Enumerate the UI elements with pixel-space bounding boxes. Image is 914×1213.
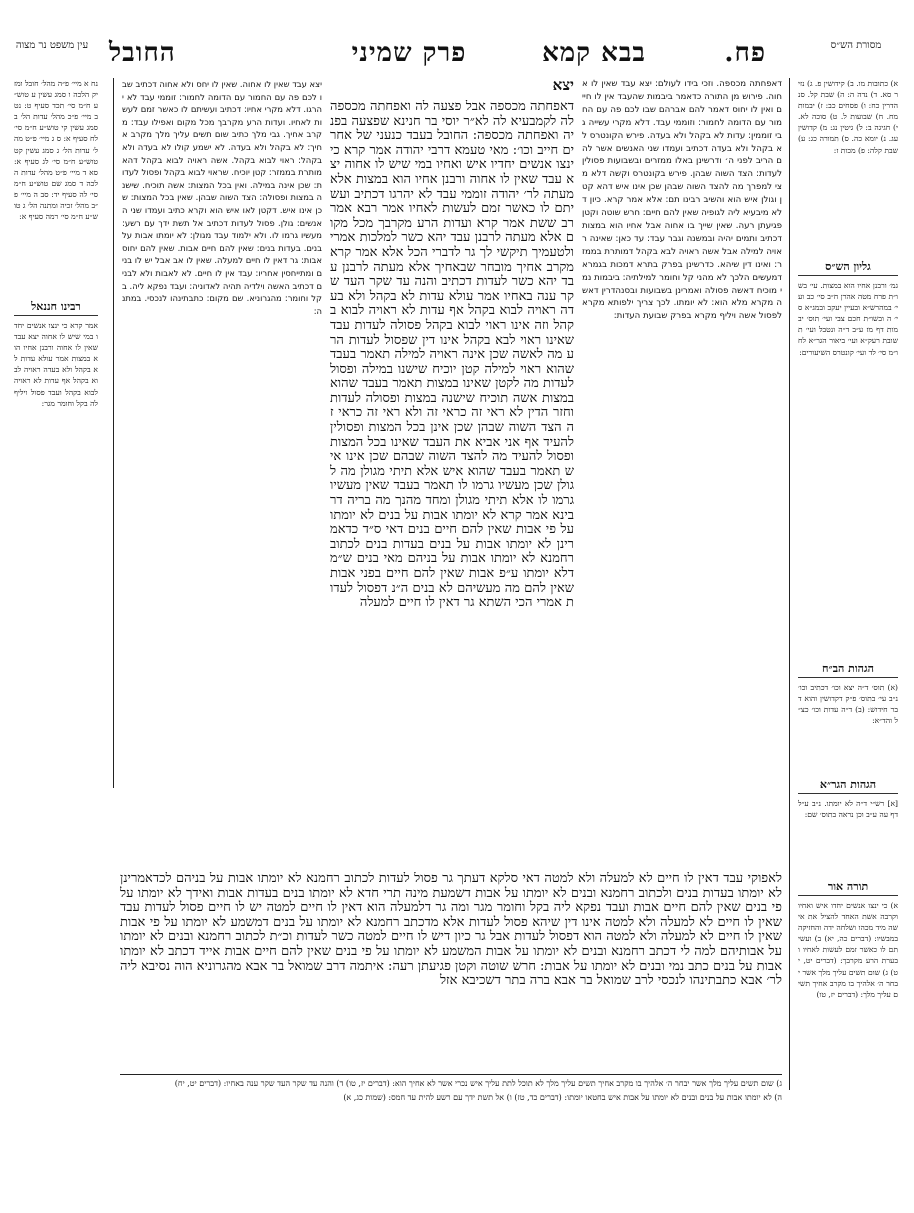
footnote-line-2: ה) לא יומתו אבות על בנים ובנים לא יומתו על אבות איש בחטאו יומתו: (דברים כד, טז) ו) אל תשת ידך עם רשע להית עד חמס: (שמות כג, א) [343, 1093, 782, 1102]
hagahot-gra-label: הגהות הגר״א [798, 778, 898, 794]
torah-or-label: תורה אור [798, 880, 898, 896]
hagahot-bach: (א) תוס׳ ד״ה יצא וכו׳ דכתיב וכו׳ נ״ב עי׳ בתוס׳ פ״ק דקדושין והוא דבר חידוש: (ב) ד״ה עדות וכו׳ כצ״ל והד״א: [798, 683, 898, 726]
margin-divider-right [789, 78, 790, 1090]
gemara-text: דאפחתה מכספה אבל פצעה לה ואפחתה מכספה לה לקמבעיא לה לא״ר יוסי בר חנינא שפצעה בפניה ואפחתה מכספה: החובל בעבד כנעני של אחרים חייב וכו׳: מאי טעמא דרבי יהודה אמר קרא כי ינצו אנשים יחדיו איש ואחיו במי שיש לו אחוה יצא עבד שאין לו אחוה ורבנן אחיו הוא במצות אלא מעתה לר׳ יהודה זוממי עבד לא יהרגו דכתיב ועשיתם לו כאשר זמם לעשות לאחיו אמר רבא אמר רב ששת אמר קרא ועדות הרע מקרבך מכל מקום אלא מעתה לרבנן עבד יהא כשר למלכות אמרי ולטעמיך תיקשי לך גר לדברי הכל אלא אמר קרא מקרב אחיך מובחר שבאחיך אלא מעתה לרבנן עבד יהא כשר לעדות דכתיב והנה עד שקר העד שקר ענה באחיו אמר עולא עדות לא בקהל ולא בעדה ראויה לבוא בקהל אף עדות לא ראויה לבוא בקהל וזה אינו ראוי לבוא בקהל פסולה לעדות עבד שאינו ראוי לבא בקהל אינו דין שפסול לעדות הרע מה לאשה שכן אינה ראויה למילה תאמר בעבד שהוא ראוי למילה קטן יוכיח שישנו במילה ופסול לעדות מה לקטן שאינו במצות תאמר בעבד שהוא במצות אשה תוכיח שישנה במצות ופסולה לעדות וחזר הדין לא ראי זה כראי זה ולא ראי זה כראי זה הצד השוה שבהן שכן אינן בכל המצות ופסולין להעיד אף אני אביא את העבד שאינו בכל המצות ופסול להעיד מה להצד השוה שבהם שכן אינו איש תאמר בעבד שהוא איש אלא תיתי מגולן מה לגולן שכן מעשיו גרמו לו תאמר בעבד שאין מעשיו גרמו לו אלא תיתי מגולן ומחד מהנך מה בריה דרבינא אמר קרא לא יומתו אבות על בנים לא יומתו על פי אבות שאין להם חיים בנים דאי ס״ד כדאמרינן לא יומתו אבות על בנים בעדות בנים לכתוב רחמנא לא יומתו אבות על בניהם מאי בנים ש״מ דלא יומתו ע״פ אבות שאין להם חיים בפני אבות שאין להם מה מעשיהם לא בנים ה״נ דפסול לעדות אמרי הכי השתא גר דאין לו חיים למעלה [330, 100, 574, 611]
ein-mishpat: נח א מיי׳ פ״ה מהל׳ חובל ומזיק הלכה ו סמג עשין ע טוש״ע ח״מ סי׳ תכד סעיף ט: נט ב מיי׳ פ״כ מהל׳ עדות הל׳ ב סמג עשין קי טוש״ע ח״מ סי׳ לח סעיף א: ס ג מיי׳ פ״ט מהל׳ עדות הל׳ ג סמג עשין קט טוש״ע ח״מ סי׳ לג סעיף א: סא ד מיי׳ פ״ט מהל׳ עדות הלכה ד סמג שם טוש״ע ח״מ סי׳ לה סעיף יד: סב ה מיי׳ פ״ב מהל׳ זכיה ומתנה הל׳ ג טוש״ע ח״מ סי׳ רמה סעיף א: [14, 79, 98, 222]
hagahot-bach-label: הגהות הב״ח [798, 662, 898, 678]
torah-or: א) כי ינצו אנשים יחדו איש ואחיו וקרבה אשת האחד להציל את אישה מיד מכהו ושלחה ידה והחזיקה במבשיו: (דברים כה, יא) ב) ועשיתם לו כאשר זמם לעשות לאחיו ובערת הרע מקרבך: (דברים יט, יט) ג) שום תשים עליך מלך אשר יבחר ה׳ אלהיך בו מקרב אחיך תשים עליך מלך: (דברים יז, טו) [798, 901, 898, 999]
daf-number: פח. [724, 38, 766, 68]
margin-divider-left [113, 78, 114, 788]
gilyon-hashas: גמ׳ ורבנן אחיו הוא במצות. עי׳ בשו״ת פרח מטה אהרן ח״ב סי׳ כב ועי׳ במהרש״א ובעיין יעקב ובמג״א סי׳ ה ובשו״ת חכם צבי ועי׳ תוס׳ יבמות דף מז ע״ב ד״ה ונטבל ועי׳ תשובת רעק״א ועי׳ ביאור הגר״א לחו״מ סי׳ לד ועי׳ קונטרס השיעורים: [798, 281, 898, 357]
ein-mishpat-label: עין משפט נר מצוה [15, 40, 89, 51]
hagahot-gra: [א] רש״י ד״ה לא יומתו. נ״ב ע״ל דף עה ע״ב וכן נראה בתוס׳ שם: [798, 799, 898, 820]
tosafot: דאפחתה מכספה. וזכי בידו לעולם: יצא עבד שאין לו אחוה. פירוש מן התורה כדאמר ביבמות שהעבד אין לו חיים ואין לו יחוס דאמר להם אברהם שבו לכם פה עם החמור עם הדומה לחמור: וזוממי עבד. דלא מקרי עשייה גבי זוממין: עדות לא בקהל ולא בעדה. פירש הקונטרס לא בקהל ולא בעדה דכתיב ועמדו שני האנשים אשר להם הריב לפני ה׳ ודרשינן באלו ממזרים ובשבועות פסולין לעדות: הצד השוה שבהן. פירש בקונטרס וקשה דלא מצי למפרך מה להצד השוה שבהן שכן אינו איש דהא קטן וגולן איש הוא והשיב רבינו תם: אלא אמר קרא. כיון דלא מיבעיא ליה לגופיה שאין להם חיים: חרש שוטה וקטן פגיעתן רעה. שאין שייך בו אחוה אבל אחיו הוא במצות דכתיב ותמים יהיה ובמשנה וגבר עבד: עד כאן: שאינה ראויה למילה אבל אשה ראויה לבא בקהל דמותרת בממזר: ואינו דין שיהא. כדרשינן בפרק בתרא דמכות בגמרא דמעשים הלכך לא מהני קל וחומר למילתיה: ביבמות נמי מוכיח דאשה פסולה ואמרינן בשבועות ובסנהדרין דאשה מקרא מלא הוא: לא יומתו. לכך צריך ילפותא מקרא לפסול אשה ויליף מקרא בפרק שבועת העדות: [582, 79, 782, 322]
gilyon-label: גליון הש״ס [798, 260, 898, 276]
rashi: יצא עבד שאין לו אחוה. שאין לו יחס ולא אחוה דכתיב שבו לכם פה עם החמור עם הדומה לחמור: זוממי עבד לא יהרגו. דלא מקרי אחיו: דכתיב ועשיתם לו כאשר זמם לעשות לאחיו. ועדות הרע מקרבך מכל מקום ואפילו עבד: מקרב אחיך. גבי מלך כתיב שום תשים עליך מלך מקרב אחיך: לא בקהל ולא בעדה. לא ישמע קולו לא בעדה ולא בקהל: ראוי לבוא בקהל. אשה ראויה לבוא בקהל דהא מותרת בממזר: קטן יוכיח. שראוי לבוא בקהל ופסול לעדות: שכן אינה במילה. ואין בכל המצות: אשה תוכיח. שישנה במצות ופסולה: הצד השוה שבהן. שאין בכל המצות: שכן אינו איש. דקטן לאו איש הוא וקרא כתיב ועמדו שני האנשים: גולן. פסול לעדות דכתיב אל תשת ידך עם רשע: מעשיו גרמו לו. ולא ילמוד עבד מגולן: לא יומתו אבות על בנים. בעדות בנים: שאין להם חיים אבות. שאין להם יחוס אבות: גר דאין לו חיים למעלה. שאין לו אב אבל יש לו בנים ומתייחסין אחריו: עבד אין לו חיים. לא לאבות ולא לבנים דכתיב האשה וילדיה תהיה לאדוניה: ועבד נפקא ליה. בקל וחומר: מהגרוניא. שם מקום: כתבתינהו לנכסי. במתנה: [122, 79, 322, 316]
opening-word: יצא [552, 78, 574, 94]
footnote-line-1: ג) שום תשים עליך מלך אשר יבחר ה׳ אלהיך בו מקרב אחיך תשים עליך מלך לא תוכל לתת עליך איש נכרי אשר לא אחיך הוא: (דברים יז, טו) ד) והנה עד שקר העד שקר ענה באחיו: (דברים יט, יח) [174, 1079, 782, 1088]
footnote-rule [120, 1074, 782, 1075]
gemara-continuation: לאפוקי עבד דאין לו חיים לא למעלה ולא למטה דאי סלקא דעתך גר פסול לעדות לכתוב רחמנא לא יומתו אבות על בניהם לכדאמרינן לא יומתו בעדות בנים ולכתוב רחמנא ובנים לא יומתו על אבות דשמעת מינה תרי חדא לא יומתו בנים בעדות אבות ואידך לא יומתו על פי בנים שאין להם חיים אבות ועבד נפקא ליה בקל וחומר מגר ומה גר דלמעלה הוא דאין לו חיים למטה יש לו חיים פסול לעדות עבד שאין לו חיים לא למעלה ולא למטה אינו דין שיהא פסול לעדות אלא מדכתב רחמנא לא יומתו על בנים דמשמע לא יומתו על פי אבות שאין לו חיים לא למעלה ולא למטה הוא דפסול לעדות אבל גר כיון דיש לו חיים למטה כשר לעדות וכ״ת לכתוב רחמנא ובנים לא יומתו על אבותיהם למה לי דכתב רחמנא ובנים לא יומתו על אבות המשמע לא יומתו על פי בנים שאין להם חיים אבות אייד דכתב לא יומתו אבות על בנים כתב נמי ובנים לא יומתו על אבות: חרש שוטה וקטן פגיעתן רעה: איתמה דרב שמואל בר אבא מהגרוניא הוה נסיבא ליה לר׳ אבא כתבתינהו לנכסי לרב שמואל בר אבא ברה בתר דשכיבא אזל [120, 872, 782, 989]
rabbeinu-chananel: אמר קרא כי ינצו אנשים יחדו במי שיש לו אחוה יצא עבד שאין לו אחוה ורבנן אחיו הוא במצות אמר עולא עדות לא בקהל ולא בעדה ראויה לבוא בקהל אף עדות לא ראויה לבוא בקהל ועבד פסול ויליף לה בקל וחומר מגר: [14, 321, 98, 408]
masechet-name: בבא קמא [542, 38, 646, 68]
rabbeinu-chananel-label: רבינו חננאל [14, 300, 98, 316]
perek-name: החובל [109, 38, 176, 68]
mesoret-label: מסורת הש״ס [830, 40, 882, 51]
perek-number: פרק שמיני [351, 38, 467, 68]
mesoret-hashas: א) כתובות מו. ב) קידושין פ. ג) נזיר סא. ד) נדה ה: ה) שבת קל. סנהדרין כח: ו) פסחים כב: ז) יבמות מח. ח) שבועות ל. ט) סוכה לא. י) חגיגה ב: ל) גיטין נג: מ) קדושין עג. נ) יומא כה. ס) תמורה כג: ע) שבת קלה: פ) מכות ז: [798, 79, 898, 155]
